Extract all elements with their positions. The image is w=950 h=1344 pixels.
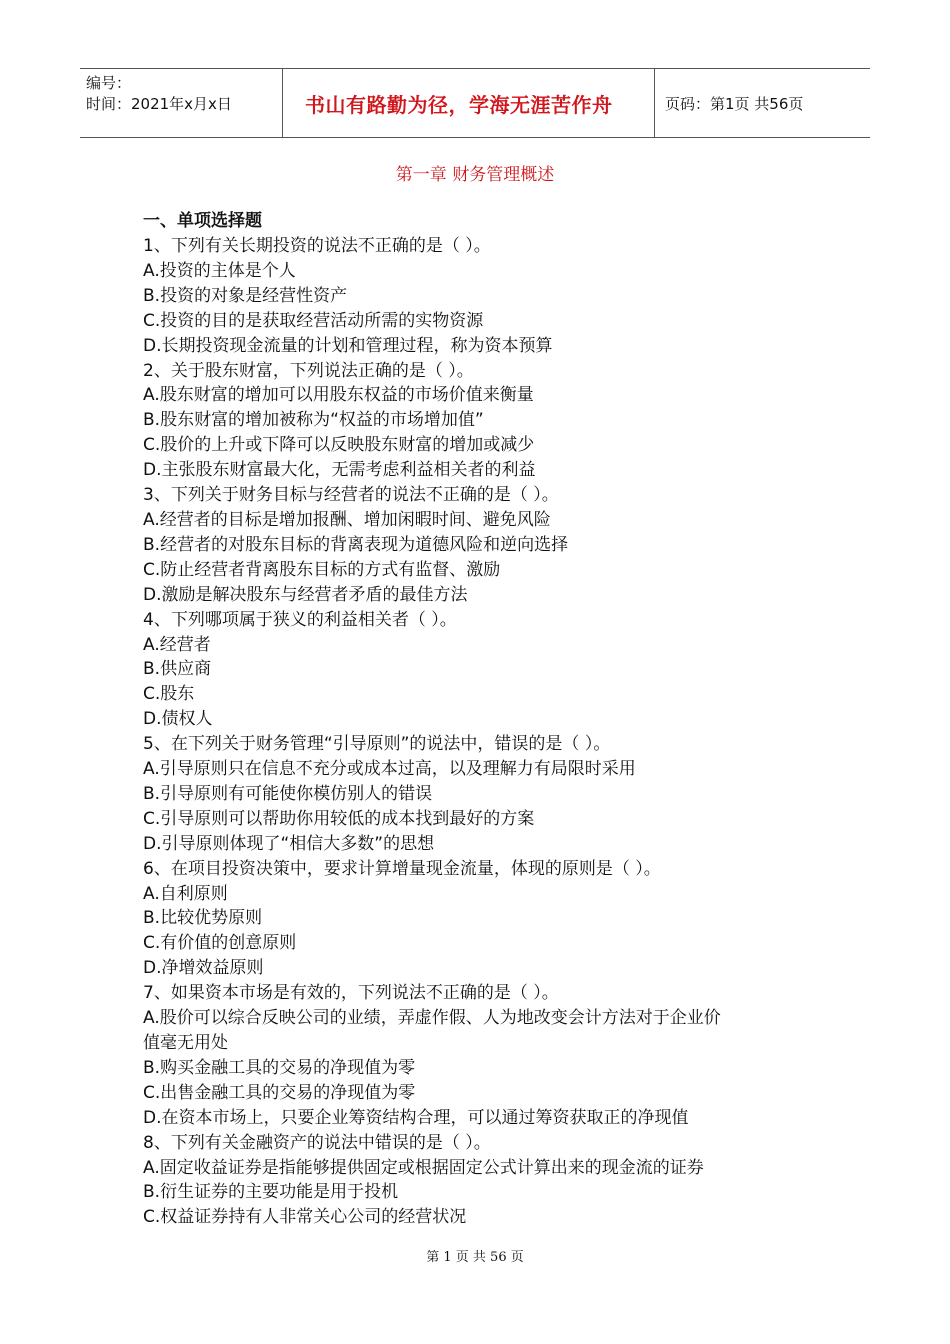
header-page-info: 页码：第1页 共56页 (665, 94, 804, 113)
text-line: 5、在下列关于财务管理“引导原则”的说法中，错误的是（ ）。 (143, 734, 611, 755)
text-line: 3、下列关于财务目标与经营者的说法不正确的是（ ）。 (143, 485, 559, 506)
text-line: C.权益证券持有人非常关心公司的经营状况 (143, 1207, 467, 1228)
text-line: D.激励是解决股东与经营者矛盾的最佳方法 (143, 584, 468, 605)
text-line: C.股价的上升或下降可以反映股东财富的增加或减少 (143, 435, 535, 456)
text-line: D.引导原则体现了“相信大多数”的思想 (143, 833, 435, 854)
text-line: C.有价值的创意原则 (143, 933, 297, 954)
text-line: D.长期投资现金流量的计划和管理过程，称为资本预算 (143, 335, 553, 356)
text-line: A.自利原则 (143, 883, 228, 904)
question-lines (143, 234, 803, 1230)
text-line: 1、下列有关长期投资的说法不正确的是（ ）。 (143, 236, 491, 256)
text-line: B.衍生证券的主要功能是用于投机 (143, 1182, 399, 1203)
text-line: 7、如果资本市场是有效的，下列说法不正确的是（ ）。 (143, 983, 559, 1004)
text-line: 4、下列哪项属于狭义的利益相关者（ ）。 (143, 609, 457, 630)
page-header (80, 68, 870, 138)
document-time-label: 时间：2021年x月x日 (86, 95, 232, 113)
text-line: C.引导原则可以帮助你用较低的成本找到最好的方案 (143, 808, 535, 829)
text-line: A.经营者的目标是增加报酬、增加闲暇时间、避免风险 (143, 509, 551, 530)
text-line: D.在资本市场上，只要企业筹资结构合理，可以通过筹资获取正的净现值 (143, 1107, 689, 1128)
text-line: B.供应商 (143, 659, 212, 680)
text-line: A.股价可以综合反映公司的业绩，弄虚作假、人为地改变会计方法对于企业价 (143, 1008, 721, 1029)
text-line: 2、关于股东财富，下列说法正确的是（ ）。 (143, 360, 474, 381)
text-line: D.债权人 (143, 709, 213, 730)
question-list (143, 209, 803, 1230)
header-meta (80, 69, 282, 137)
text-line: C.出售金融工具的交易的净现值为零 (143, 1082, 416, 1103)
text-line: 8、下列有关金融资产的说法中错误的是（ ）。 (143, 1132, 491, 1153)
text-line: A.投资的主体是个人 (143, 260, 296, 281)
text-line: A.经营者 (143, 634, 211, 655)
section-title: 一、单项选择题 (143, 211, 262, 231)
text-line: B.股东财富的增加被称为“权益的市场增加值” (143, 410, 484, 431)
text-line: D.净增效益原则 (143, 958, 264, 979)
header-motto: 书山有路勤为径，学海无涯苦作舟 (282, 69, 655, 137)
text-line: B.购买金融工具的交易的净现值为零 (143, 1057, 416, 1078)
text-line: B.投资的对象是经营性资产 (143, 285, 348, 306)
text-line: A.引导原则只在信息不充分或成本过高，以及理解力有局限时采用 (143, 759, 636, 780)
text-line: B.引导原则有可能使你模仿别人的错误 (143, 783, 433, 804)
text-line: A.股东财富的增加可以用股东权益的市场价值来衡量 (143, 385, 534, 406)
text-line: B.经营者的对股东目标的背离表现为道德风险和逆向选择 (143, 534, 569, 555)
text-line: C.股东 (143, 684, 195, 705)
chapter-title: 第一章 财务管理概述 (395, 165, 555, 185)
text-line: C.防止经营者背离股东目标的方式有监督、激励 (143, 559, 501, 580)
text-line: 值毫无用处 (143, 1033, 228, 1053)
text-line: D.主张股东财富最大化，无需考虑利益相关者的利益 (143, 460, 536, 481)
text-line: A.固定收益证券是指能够提供固定或根据固定公式计算出来的现金流的证券 (143, 1157, 704, 1178)
text-line: B.比较优势原则 (143, 908, 263, 929)
page-footer: 第 1 页 共 56 页 (426, 1250, 524, 1265)
text-line: C.投资的目的是获取经营活动所需的实物资源 (143, 310, 484, 331)
document-number-label: 编号： (86, 74, 132, 92)
text-line: 6、在项目投资决策中，要求计算增量现金流量，体现的原则是（ ）。 (143, 858, 661, 879)
